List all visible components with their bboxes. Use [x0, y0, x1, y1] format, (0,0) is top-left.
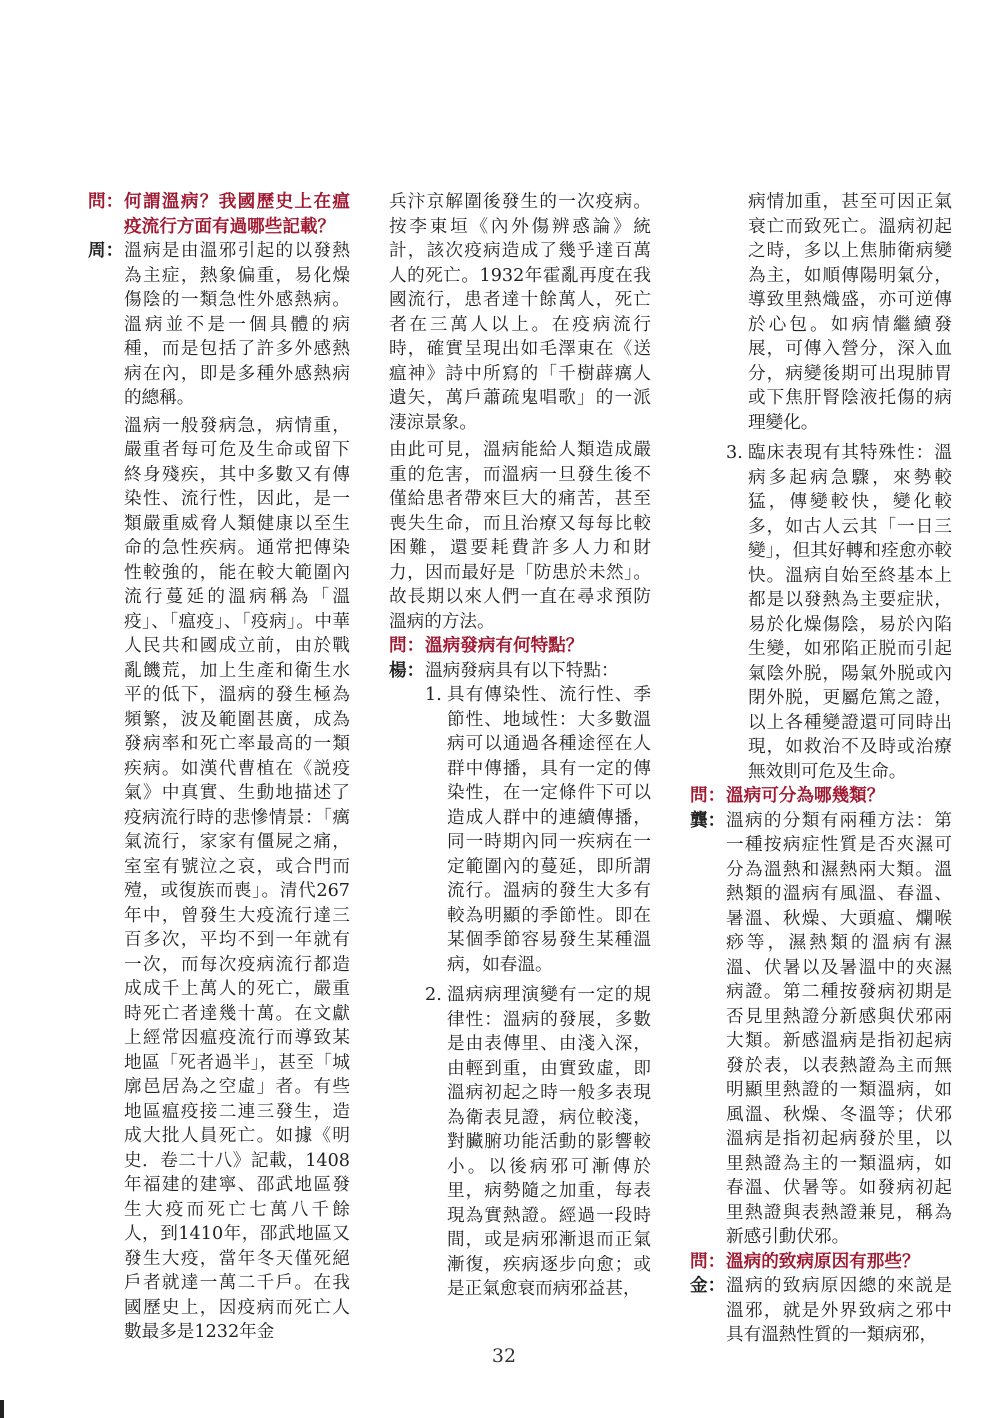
answer-label: 金： — [690, 1275, 726, 1296]
answer-block — [389, 659, 651, 684]
answer-paragraph: 溫病一般發病急，病情重，嚴重者每可危及生命或留下終身殘疾，其中多數又有傳染性、流行性，因此，是一類嚴重威脅人類健康以至生命的急性疾病。通常把傳染性較強的，能在較大範圍內流行蔓延的溫病稱為「溫疫」、「瘟疫」、「疫病」。中華人民共和國成立前，由於戰亂饑荒，加上生產和衛生水平的低下，溫病的發生極為頻繁，波及範圍甚廣，成為發病率和死亡率最高的一類疾病。如漢代曹植在《説疫氣》中真實、生動地描述了疫病流行時的悲慘情景：「癘氣流行，家家有僵屍之痛，室室有號泣之哀，或合門而殪，或復族而喪」。清代267年中，曾發生大疫流行達三百多次，平均不到一年就有一次，而每次疫病流行都造成成千上萬人的死亡，嚴重時死亡者達幾十萬。在文獻上經常因瘟疫流行而導致某地區「死者過半」，甚至「城廓邑居為之空虛」者。有些地區瘟疫接二連三發生，造成大批人員死亡。如據《明史．卷二十八》記載，1408年福建的建寧、邵武地區發生大疫而死亡七萬八千餘人，到1410年，邵武地區又發生大疫，當年冬天僅死絕戶者就達一萬二千戶。在我國歷史上，因疫病而死亡人數最多是1232年金 — [124, 415, 350, 1342]
list-item-text: 病情加重，甚至可因正氣衰亡而致死亡。溫病初起之時，多以上焦肺衛病變為主，如順傳陽明氣分，導致里熱熾盛，亦可逆傳於心包。如病情繼續發展，可傳入營分，深入血分，病變後期可出現肺胃或下焦肝腎陰液托傷的病理變化。 — [748, 192, 952, 433]
answer-paragraph: 溫病的分類有兩種方法：第一種按病症性質是否夾濕可分為溫熱和濕熱兩大類。溫熱類的溫病有風溫、春溫、暑溫、秋燥、大頭瘟、爛喉痧等，濕熱類的溫病有濕溫、伏暑以及暑溫中的夾濕病證。第二種按發病初期是否見里熱證分新感與伏邪兩大類。新感溫病是指初起病發於表，以表熱證為主而無明顯里熱證的一類溫病，如風溫、秋燥、冬溫等；伏邪溫病是指初起病發於里，以里熱證為主的一類溫病，如春溫、伏暑等。如發病初起里熱證與表熱證兼見，稱為新感引動伏邪。 — [726, 810, 952, 1247]
continued-paragraph: 兵汴京解圍後發生的一次疫病。按李東垣《內外傷辨惑論》統計，該次疫病造成了幾乎達百萬人的死亡。1932年霍亂再度在我國流行，患者達十餘萬人，死亡者在三萬人以上。在疫病流行時，確實呈現出如毛澤東在《送瘟神》詩中所寫的「千樹薜癘人遺矢，萬戶蕭疏鬼唱歌」的一派淒涼景象。 — [389, 192, 651, 433]
list-item-number: 2. — [425, 985, 442, 1005]
answer-block — [690, 809, 952, 1250]
text-column-middle — [389, 190, 651, 1302]
feature-list — [425, 683, 651, 1302]
question-text: 溫病的致病原因有那些？ — [726, 1250, 920, 1272]
list-item-text: 臨床表現有其特殊性：溫病多起病急驟，來勢較猛，傳變較快，變化較多，如古人云其「一日三變」，但其好轉和痊愈亦較快。溫病自始至終基本上都是以發熱為主要症狀，易於化燥傷陰，易於內陷生變，如邪陷正脱而引起氣陰外脱，陽氣外脱或內閉外脱，更屬危篤之證，以上各種變證還可同時出現，如救治不及時或治療無效則可危及生命。 — [748, 443, 952, 782]
page-number: 32 — [491, 1345, 517, 1367]
list-item-number: 3. — [726, 443, 743, 463]
question-label: 問： — [690, 1250, 726, 1272]
answer-label: 周： — [88, 240, 124, 261]
text-column-right — [690, 190, 952, 1348]
question-label: 問： — [690, 785, 726, 806]
answer-paragraph: 溫病的致病原因總的來説是溫邪，就是外界致病之邪中具有溫熱性質的一類病邪， — [726, 1276, 952, 1345]
question-block — [690, 1250, 952, 1275]
list-item-continued — [726, 190, 952, 435]
answer-block — [690, 1274, 952, 1348]
question-label: 問： — [88, 191, 124, 212]
list-item-text: 溫病病理演變有一定的規律性：溫病的發展，多數是由表傳里、由淺入深，由輕到重，由實致虛，即溫病初起之時一般多表現為衛表見證，病位較淺，對臟腑功能活動的影響較小。以後病邪可漸傳於里，病勢隨之加重，每表現為實熱證。經過一段時間，或是病邪漸退而正氣漸復，疾病逐步向愈；或是正氣愈衰而病邪益甚， — [447, 985, 651, 1299]
question-text: 溫病可分為哪幾類？ — [726, 785, 885, 806]
question-block — [389, 634, 651, 659]
list-item — [425, 683, 651, 977]
answer-intro: 溫病發病具有以下特點： — [425, 660, 619, 681]
feature-list-continued — [726, 190, 952, 784]
question-text: 何謂溫病？我國歷史上在瘟疫流行方面有過哪些記載？ — [124, 191, 350, 237]
question-label: 問： — [389, 635, 425, 656]
question-block — [690, 784, 952, 809]
list-item-text: 具有傳染性、流行性、季節性、地域性：大多數溫病可以通過各種途徑在人群中傳播，具有一定的傳染性，在一定條件下可以造成人群中的連續傳播，同一時期內同一疾病在一定範圍內的蔓延，即所謂流行。溫病的發生大多有較為明顯的季節性。即在某個季節容易發生某種溫病，如春溫。 — [447, 685, 651, 975]
list-item-number: 1. — [425, 685, 442, 705]
scan-margin-mark — [0, 1400, 4, 1418]
continued-paragraph: 由此可見，溫病能給人類造成嚴重的危害，而溫病一旦發生後不僅給患者帶來巨大的痛苦，甚至喪失生命，而且治療又每每比較困難，還要耗費許多人力和財力，因而最好是「防患於未然」。故長期以來人們一直在尋求預防溫病的方法。 — [389, 440, 651, 632]
answer-label: 楊： — [389, 659, 425, 681]
text-column-left — [88, 190, 350, 1345]
answer-block — [88, 239, 350, 1345]
answer-label: 龔： — [690, 809, 726, 831]
answer-paragraph: 溫病是由溫邪引起的以發熱為主症，熱象偏重，易化燥傷陰的一類急性外感熱病。溫病並不是一個具體的病種，而是包括了許多外感熱病在內，即是多種外感熱病的總稱。 — [124, 241, 350, 408]
question-text: 溫病發病有何特點？ — [425, 635, 584, 656]
list-item — [425, 983, 651, 1302]
question-block — [88, 190, 350, 239]
list-item — [726, 441, 952, 784]
list-item-spacer — [726, 190, 748, 435]
